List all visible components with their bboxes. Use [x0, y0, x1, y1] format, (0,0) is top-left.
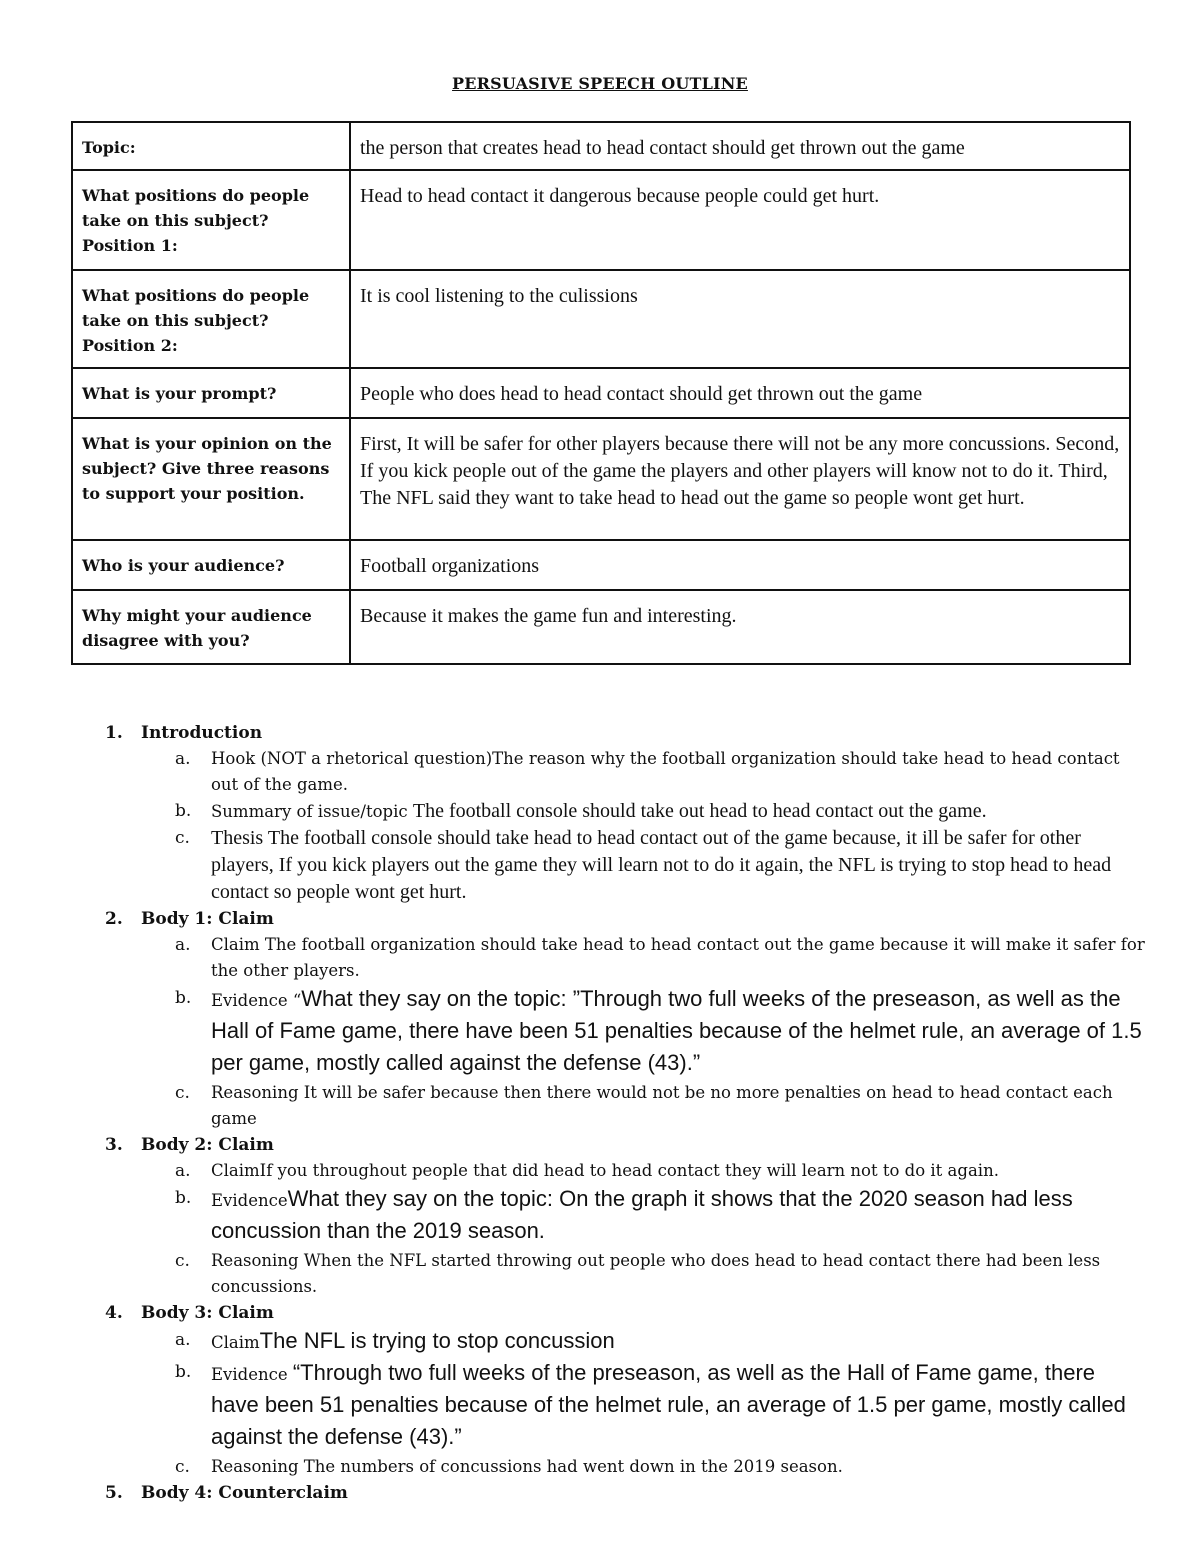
list-item	[175, 932, 1145, 984]
answer-cell: the person that creates head to head contact should get thrown out the game	[350, 122, 1130, 170]
section-label: Body 1: Claim	[141, 909, 274, 929]
item-text: The football console should take out head to head contact out the game.	[412, 800, 987, 822]
question-cell: Who is your audience?	[72, 540, 350, 590]
list-item	[175, 1184, 1145, 1248]
item-text: The football organization should take head to head contact out the game because it will make it safer for the other players.	[211, 935, 1145, 980]
list-item	[175, 1080, 1145, 1132]
section-number: 5.	[105, 1483, 123, 1503]
item-text: The NFL is trying to stop concussion	[259, 1328, 615, 1353]
section-number: 3.	[105, 1135, 123, 1155]
item-letter: c.	[175, 1251, 190, 1271]
item-lead: Evidence	[211, 1191, 288, 1210]
item-text: The football console should take head to head contact out of the game because, it ill be safer for other players, If you kick players out the game they will learn not to do it again, the NFL is trying to stop head to head contact so people wont get hurt.	[211, 827, 1112, 903]
section-label: Introduction	[141, 723, 263, 743]
item-lead: Reasoning	[211, 1083, 304, 1102]
item-text: What they say on the topic: On the graph it shows that the 2020 season had less concussion than the 2019 season.	[211, 1186, 1073, 1243]
item-letter: a.	[175, 1161, 191, 1181]
item-lead: Claim	[211, 1161, 260, 1180]
item-lead: Claim	[211, 1333, 260, 1352]
item-lead: Hook (NOT a rhetorical question)	[211, 749, 493, 768]
item-letter: a.	[175, 749, 191, 769]
answer-cell: First, It will be safer for other players because there will not be any more concussions. Second, If you kick people out of the game the players and other players will know not to do it. Third, The NFL said they want to take head to head out the game so people wont get hurt.	[350, 418, 1130, 540]
item-letter: c.	[175, 828, 190, 848]
item-letter: b.	[175, 1188, 192, 1208]
table-row	[72, 270, 1130, 368]
item-letter: b.	[175, 988, 192, 1008]
item-text: What they say on the topic: ”Through two full weeks of the preseason, as well as the Hall of Fame game, there have been 51 penalties because of the helmet rule, an average of 1.5 per game, mostly called against the defense (43).”	[211, 986, 1142, 1075]
section-body-4	[105, 1480, 1145, 1506]
list-item	[175, 1358, 1145, 1454]
list-item	[175, 798, 1145, 825]
answer-cell: Because it makes the game fun and interesting.	[350, 590, 1130, 664]
table-row	[72, 590, 1130, 664]
section-body-2	[105, 1132, 1145, 1158]
page-title: PERSUASIVE SPEECH OUTLINE	[452, 74, 748, 93]
item-letter: b.	[175, 801, 192, 821]
table-row	[72, 540, 1130, 590]
section-label: Body 2: Claim	[141, 1135, 274, 1155]
section-body-3	[105, 1300, 1145, 1326]
outline-table	[71, 121, 1131, 665]
table-row	[72, 122, 1130, 170]
item-letter: c.	[175, 1457, 190, 1477]
item-lead: Evidence	[211, 1365, 293, 1384]
item-lead: Reasoning	[211, 1457, 304, 1476]
section-number: 1.	[105, 723, 123, 743]
item-lead: Reasoning	[211, 1251, 304, 1270]
item-letter: b.	[175, 1362, 192, 1382]
list-item	[175, 1454, 1145, 1480]
question-cell: What is your opinion on the subject? Give three reasons to support your position.	[72, 418, 350, 540]
item-text: If you throughout people that did head to head contact they will learn not to do it again.	[259, 1161, 999, 1180]
list-item	[175, 825, 1145, 906]
list-item	[175, 746, 1145, 798]
section-label: Body 3: Claim	[141, 1303, 274, 1323]
question-cell: What positions do people take on this subject? Position 2:	[72, 270, 350, 368]
item-lead: Claim	[211, 935, 265, 954]
table-row	[72, 368, 1130, 418]
question-cell: What is your prompt?	[72, 368, 350, 418]
section-number: 4.	[105, 1303, 123, 1323]
answer-cell: Head to head contact it dangerous because people could get hurt.	[350, 170, 1130, 270]
item-letter: a.	[175, 1330, 191, 1350]
speech-outline-list	[105, 720, 1145, 1506]
answer-cell: Football organizations	[350, 540, 1130, 590]
item-text: It will be safer because then there would not be no more penalties on head to head contact each game	[211, 1083, 1113, 1128]
item-lead: Thesis	[211, 827, 268, 849]
section-label: Body 4: Counterclaim	[141, 1483, 348, 1503]
item-letter: c.	[175, 1083, 190, 1103]
list-item	[175, 1326, 1145, 1358]
table-row	[72, 170, 1130, 270]
section-body-1	[105, 906, 1145, 932]
section-number: 2.	[105, 909, 123, 929]
list-item	[175, 984, 1145, 1080]
item-letter: a.	[175, 935, 191, 955]
answer-cell: It is cool listening to the culissions	[350, 270, 1130, 368]
section-introduction	[105, 720, 1145, 746]
list-item	[175, 1158, 1145, 1184]
answer-cell: People who does head to head contact should get thrown out the game	[350, 368, 1130, 418]
item-text: The numbers of concussions had went down in the 2019 season.	[303, 1457, 843, 1476]
question-cell: Why might your audience disagree with you?	[72, 590, 350, 664]
item-text: “Through two full weeks of the preseason, as well as the Hall of Fame game, there have been 51 penalties because of the helmet rule, an average of 1.5 per game, mostly called against the defense (43).”	[211, 1360, 1126, 1449]
item-lead: Summary of issue/topic	[211, 802, 413, 821]
table-row	[72, 418, 1130, 540]
item-text: The reason why the football organization should take head to head contact out of the game.	[211, 749, 1120, 794]
list-item	[175, 1248, 1145, 1300]
item-lead: Evidence “	[211, 991, 302, 1010]
question-cell: What positions do people take on this subject? Position 1:	[72, 170, 350, 270]
question-cell: Topic:	[72, 122, 350, 170]
item-text: When the NFL started throwing out people who does head to head contact there had been less concussions.	[211, 1251, 1101, 1296]
